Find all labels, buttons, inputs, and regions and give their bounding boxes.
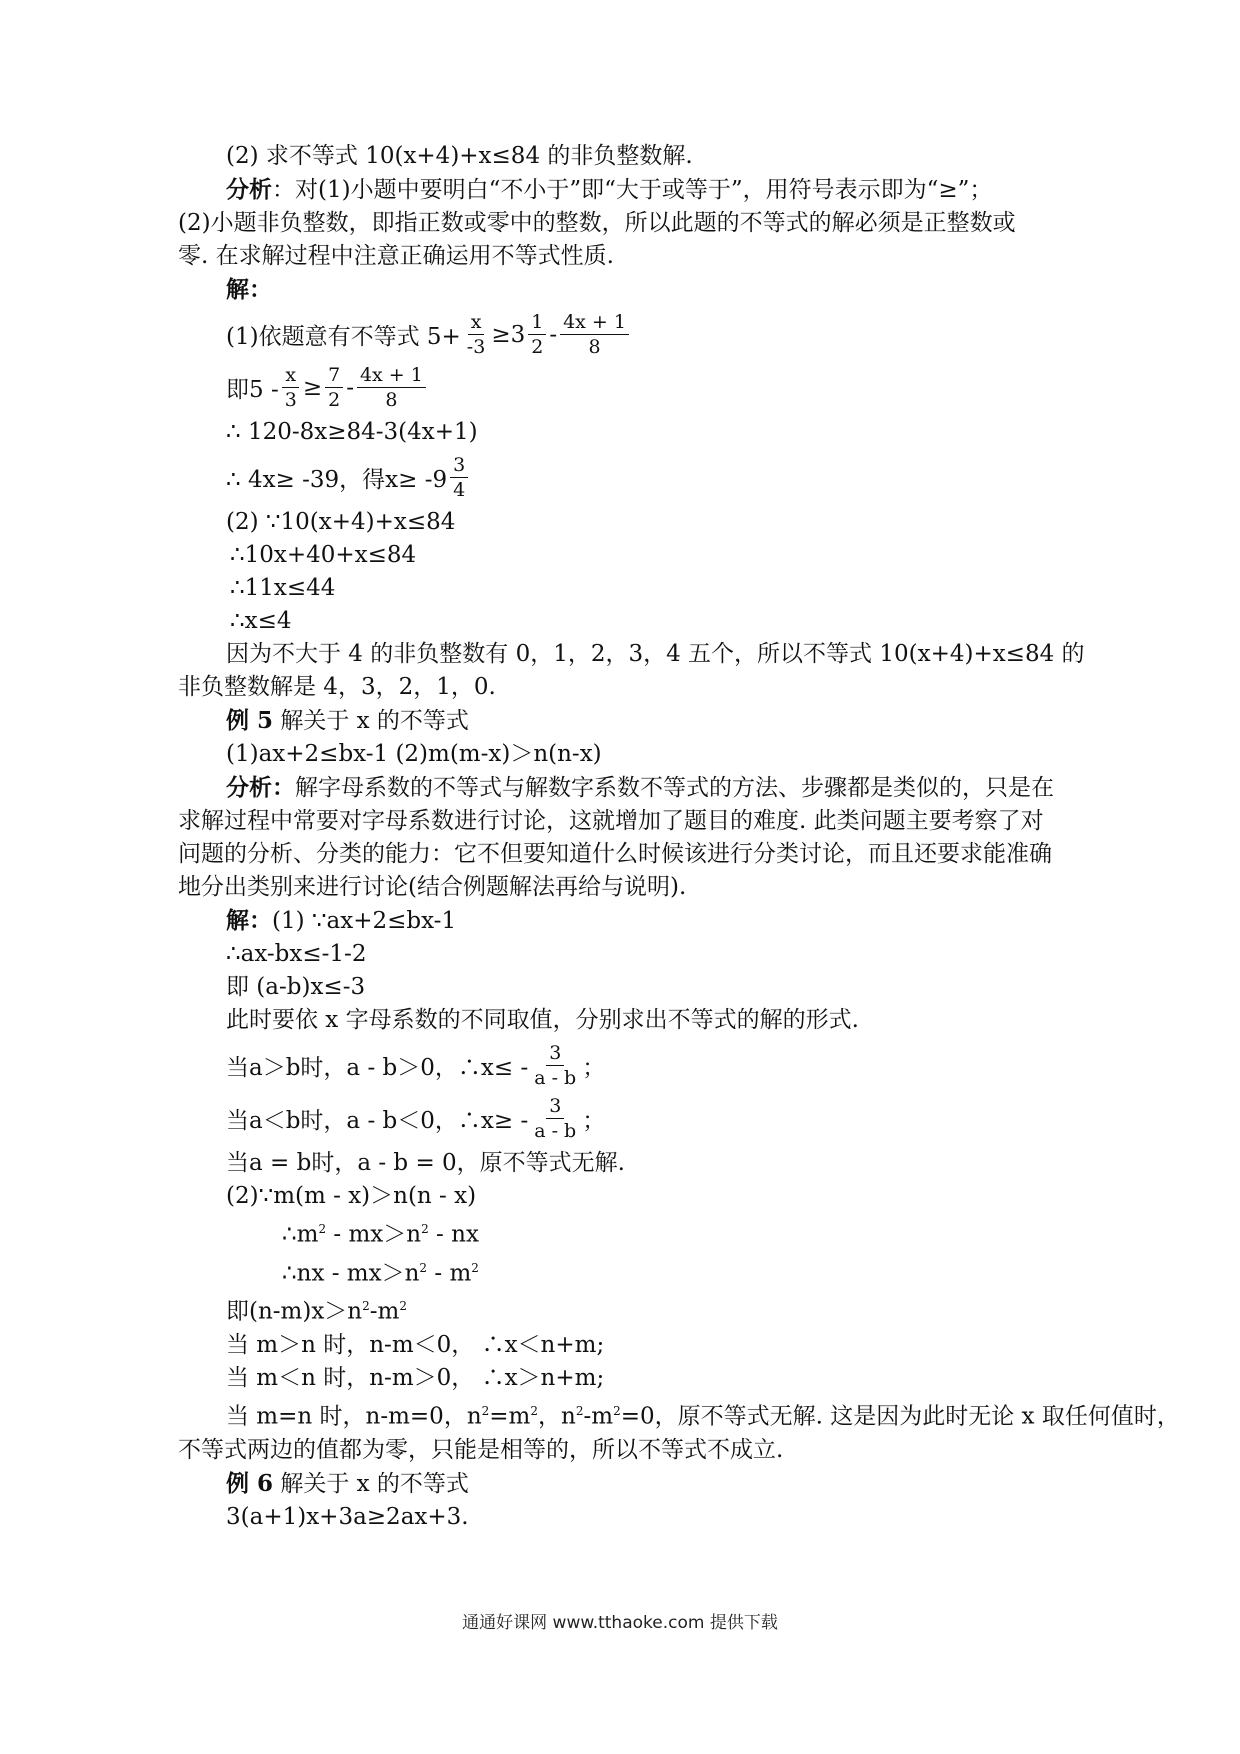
- example-6-heading: [178, 1467, 1113, 1501]
- math-line: 当 m＞n 时，n-m＜0， ∴x＜n+m;: [226, 1331, 605, 1358]
- text-line: 地分出类别来进行讨论(结合例题解法再给与说明).: [178, 874, 687, 900]
- analysis-line: [178, 173, 1113, 207]
- analysis-label: 分析：: [226, 774, 295, 801]
- example-label: 例 5: [226, 707, 274, 734]
- math-text: 即5 -: [226, 377, 279, 403]
- solution-line: [178, 904, 1113, 938]
- page-footer: 通通好课网 www.tthaoke.com 提供下载: [462, 1613, 778, 1633]
- text-line: 当 m=n 时，n-m=0，$n^2=m^2$，$n^2-m^2=0$，原不等式无解. 这是因为此时无论 x 取任何值时，: [226, 1403, 1180, 1430]
- math-text: ；: [582, 1108, 606, 1134]
- math-line-2: [178, 363, 1113, 412]
- math-line: ∴10x+40+x≤84: [230, 542, 417, 568]
- document-body: [178, 140, 1180, 1534]
- analysis-text: ：对(1)小题中要明白“不小于”即“大于或等于”，用符号表示即为“≥”；: [272, 177, 993, 203]
- text-line: 此时要依 x 字母系数的不同取值，分别求出不等式的解的形式.: [226, 1007, 859, 1033]
- text-line: (2)小题非负整数，即指正数或零中的整数，所以此题的不等式的解必须是正整数或: [178, 210, 1016, 236]
- math-line: ∴nx - $mx>n^2 - m^2$: [282, 1260, 479, 1287]
- fraction: $\frac{3}{a - b}$: [534, 1095, 577, 1142]
- analysis-line: [178, 771, 1113, 805]
- math-line: ∴ax-bx≤-1-2: [226, 941, 367, 967]
- fraction: $\frac{3}{4}$: [450, 453, 468, 502]
- text-line: 求解过程中常要对字母系数进行讨论，这就增加了题目的难度. 此类问题主要考察了对: [178, 808, 1044, 834]
- math-text: ≥: [302, 374, 323, 401]
- solution-label: 解：: [226, 907, 272, 934]
- analysis-label: 分析: [226, 176, 272, 203]
- text-line: 零. 在求解过程中注意正确运用不等式性质.: [178, 243, 614, 269]
- math-line: 即 (a-b)x≤-3: [226, 974, 366, 1000]
- math-text: ≥3: [491, 321, 526, 348]
- fraction: $\frac{1}{2}$: [528, 310, 546, 359]
- case-line-2: [178, 1094, 1113, 1143]
- text-line: 因为不大于 4 的非负整数有 0，1，2，3，4 五个，所以不等式 10(x+4)+x≤84 的: [226, 641, 1085, 667]
- math-text: 当a＜b时，a - b＜0，∴x≥ -: [226, 1108, 529, 1134]
- math-line: ∴11x≤44: [230, 575, 336, 601]
- fraction: $\frac{4x + 1}{8}$: [560, 310, 629, 359]
- math-line-1: [178, 310, 1113, 359]
- fraction: $\frac{x}{-3}$: [466, 311, 486, 358]
- math-text: ；: [582, 1055, 606, 1081]
- math-text: 当a＞b时，a - b＞0，∴x≤ -: [226, 1055, 529, 1081]
- math-line: (1)ax+2≤bx-1 (2)m(m-x)＞n(n-x): [226, 741, 602, 767]
- math-line: (2) ∵10(x+4)+x≤84: [226, 509, 456, 535]
- fraction: $\frac{3}{a - b}$: [534, 1042, 577, 1089]
- math-text: (1) ∵ax+2≤bx-1: [272, 908, 457, 934]
- solution-label: 解：: [226, 276, 272, 303]
- math-line: $\therefore m^2 - mx>n^2$ - nx: [282, 1221, 479, 1248]
- math-line: ∴ 120-8x≥84-3(4x+1): [226, 419, 478, 445]
- math-text: -: [346, 374, 354, 401]
- math-text: -: [549, 321, 558, 348]
- math-line: 3(a+1)x+3a≥2ax+3.: [226, 1503, 469, 1530]
- math-text: (1)依题意有不等式 5+: [226, 324, 461, 350]
- example-text: 解关于 x 的不等式: [273, 708, 469, 734]
- fraction: $\frac{4x + 1}{8}$: [357, 363, 426, 412]
- case-line-3: 当a = b时，a - b = 0，原不等式无解.: [226, 1150, 625, 1176]
- text-line: 不等式两边的值都为零，只能是相等的，所以不等式不成立.: [178, 1436, 784, 1463]
- math-line: 即$(n-m)x>n^2-m^2$: [226, 1298, 407, 1325]
- analysis-text: 解字母系数的不等式与解数字系数不等式的方法、步骤都是类似的，只是在: [295, 775, 1054, 801]
- text-line: 问题的分析、分类的能力：它不但要知道什么时候该进行分类讨论，而且还要求能准确: [178, 841, 1052, 867]
- example-label: 例 6: [226, 1469, 274, 1497]
- case-line-1: [178, 1041, 1113, 1090]
- example-5-heading: [178, 704, 1113, 738]
- math-line: 当 m＜n 时，n-m＞0， ∴x＞n+m;: [226, 1364, 605, 1391]
- math-line: (2)∵m(m - x)＞n(n - x): [226, 1183, 477, 1209]
- math-line: ∴x≤4: [230, 608, 292, 634]
- math-line-3: [178, 453, 1113, 502]
- fraction: $\frac{x}{3}$: [282, 363, 300, 412]
- example-text: 解关于 x 的不等式: [273, 1470, 469, 1497]
- text-line: (2) 求不等式 10(x+4)+x≤84 的非负整数解.: [226, 143, 693, 169]
- fraction: $\frac{7}{2}$: [325, 363, 343, 412]
- text-line: 非负整数解是 4，3，2，1，0.: [178, 674, 496, 700]
- math-text: ∴ 4x≥ -39，得x≥ -9: [226, 467, 448, 493]
